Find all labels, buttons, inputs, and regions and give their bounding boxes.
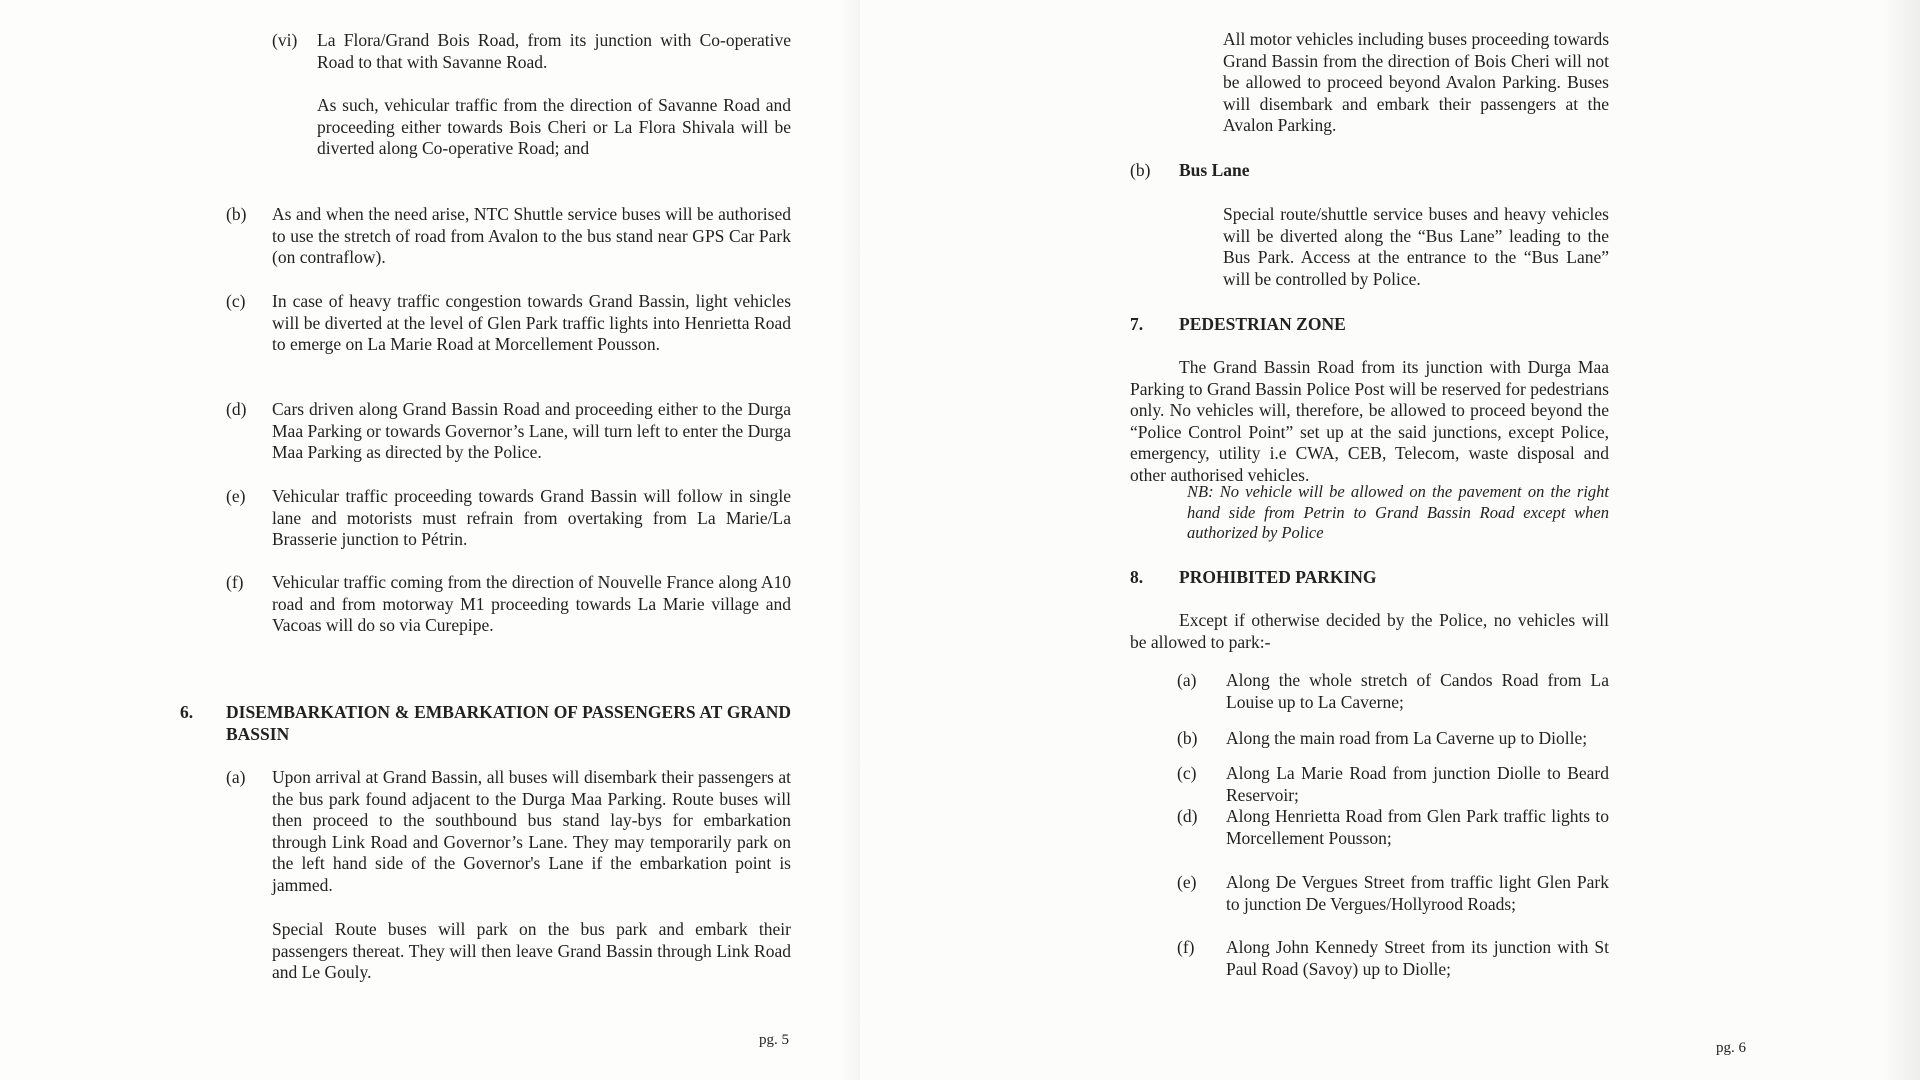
page-edge-shadow bbox=[1880, 0, 1920, 1080]
item-vi-followup: As such, vehicular traffic from the direction of Savanne Road and proceeding either towards Bois Cheri or La Flora Shivala will be diverted along Co-operative Road; and bbox=[317, 95, 791, 159]
prohibited-e-text: Along De Vergues Street from traffic light Glen Park to junction De Vergues/Hollyrood Roads; bbox=[1226, 872, 1609, 914]
section-7-number: 7. bbox=[1130, 314, 1144, 334]
item-vi-marker: (vi) bbox=[272, 30, 298, 50]
prohibited-c-text: Along La Marie Road from junction Diolle to Beard Reservoir; bbox=[1226, 763, 1609, 805]
prohibited-d-marker: (d) bbox=[1177, 806, 1198, 826]
page-number-6: pg. 6 bbox=[1716, 1040, 1746, 1056]
item-d-marker: (d) bbox=[226, 399, 247, 419]
item-c-marker: (c) bbox=[226, 291, 246, 311]
prohibited-e-marker: (e) bbox=[1177, 872, 1197, 892]
section-7-text: The Grand Bassin Road from its junction with Durga Maa Parking to Grand Bassin Police Post will be reserved for pedestrians only. No vehicles will, therefore, be allowed to proceed beyond the “Police Control Point” set up at the said junctions, except Police, emergency, utility i.e CWA, CEB, Telecom, waste disposal and other authorised vehicles. bbox=[1130, 357, 1609, 485]
section-6-a-followup: Special Route buses will park on the bus park and embark their passengers thereat. They will then leave Grand Bassin through Link Road and Le Gouly. bbox=[272, 919, 791, 983]
section-6-heading: DISEMBARKATION & EMBARKATION OF PASSENGERS AT GRAND BASSIN bbox=[226, 702, 791, 744]
page-number-5: pg. 5 bbox=[759, 1032, 789, 1048]
prohibited-a-text: Along the whole stretch of Candos Road from La Louise up to La Caverne; bbox=[1226, 670, 1609, 712]
prohibited-b-text: Along the main road from La Caverne up to Diolle; bbox=[1226, 728, 1588, 748]
continued-paragraph: All motor vehicles including buses proceeding towards Grand Bassin from the direction of Bois Cheri will not be allowed to proceed beyond Avalon Parking. Buses will disembark and embark their passengers at the Avalon Parking. bbox=[1223, 29, 1609, 136]
page-6 bbox=[860, 0, 1920, 1080]
prohibited-b-marker: (b) bbox=[1177, 728, 1198, 748]
prohibited-c-marker: (c) bbox=[1177, 763, 1197, 783]
item-f-marker: (f) bbox=[226, 572, 244, 592]
item-d-text: Cars driven along Grand Bassin Road and proceeding either to the Durga Maa Parking or towards Governor’s Lane, will turn left to enter the Durga Maa Parking as directed by the Police. bbox=[272, 399, 791, 463]
section-7-nb: NB: No vehicle will be allowed on the pavement on the right hand side from Petrin to Grand Bassin Road except when authorized by Police bbox=[1187, 482, 1609, 542]
section-8-intro: Except if otherwise decided by the Police, no vehicles will be allowed to park:- bbox=[1130, 610, 1609, 652]
item-c-text: In case of heavy traffic congestion towards Grand Bassin, light vehicles will be diverted at the level of Glen Park traffic lights into Henrietta Road to emerge on La Marie Road at Morcellement Pousson. bbox=[272, 291, 791, 355]
prohibited-f-text: Along John Kennedy Street from its junction with St Paul Road (Savoy) up to Diolle; bbox=[1226, 937, 1609, 979]
prohibited-f-marker: (f) bbox=[1177, 937, 1195, 957]
section-8-heading: PROHIBITED PARKING bbox=[1179, 567, 1377, 587]
section-6-a-marker: (a) bbox=[226, 767, 246, 787]
bus-lane-marker: (b) bbox=[1130, 160, 1151, 180]
bus-lane-heading: Bus Lane bbox=[1179, 160, 1250, 180]
section-8-number: 8. bbox=[1130, 567, 1144, 587]
item-e-marker: (e) bbox=[226, 486, 246, 506]
item-e-text: Vehicular traffic proceeding towards Grand Bassin will follow in single lane and motorists must refrain from overtaking from La Marie/La Brasserie junction to Pétrin. bbox=[272, 486, 791, 550]
section-6-number: 6. bbox=[180, 702, 194, 722]
section-6-a-text: Upon arrival at Grand Bassin, all buses will disembark their passengers at the bus park found adjacent to the Durga Maa Parking. Route buses will then proceed to the southbound bus stand lay-bys for embarkation through Link Road and Governor’s Lane. They may temporarily park on the left hand side of the Governor's Lane if the embarkation point is jammed. bbox=[272, 767, 791, 895]
item-f-text: Vehicular traffic coming from the direction of Nouvelle France along A10 road and from motorway M1 proceeding towards La Marie village and Vacoas will do so via Curepipe. bbox=[272, 572, 791, 636]
prohibited-d-text: Along Henrietta Road from Glen Park traffic lights to Morcellement Pousson; bbox=[1226, 806, 1609, 848]
item-b-marker: (b) bbox=[226, 204, 247, 224]
prohibited-a-marker: (a) bbox=[1177, 670, 1197, 690]
page-5 bbox=[0, 0, 860, 1080]
item-b-text: As and when the need arise, NTC Shuttle service buses will be authorised to use the stretch of road from Avalon to the bus stand near GPS Car Park (on contraflow). bbox=[272, 204, 791, 268]
item-vi-text: La Flora/Grand Bois Road, from its junction with Co-operative Road to that with Savanne Road. bbox=[317, 30, 791, 72]
section-7-heading: PEDESTRIAN ZONE bbox=[1179, 314, 1346, 334]
bus-lane-text: Special route/shuttle service buses and heavy vehicles will be diverted along the “Bus Lane” leading to the Bus Park. Access at the entrance to the “Bus Lane” will be controlled by Police. bbox=[1223, 204, 1609, 289]
